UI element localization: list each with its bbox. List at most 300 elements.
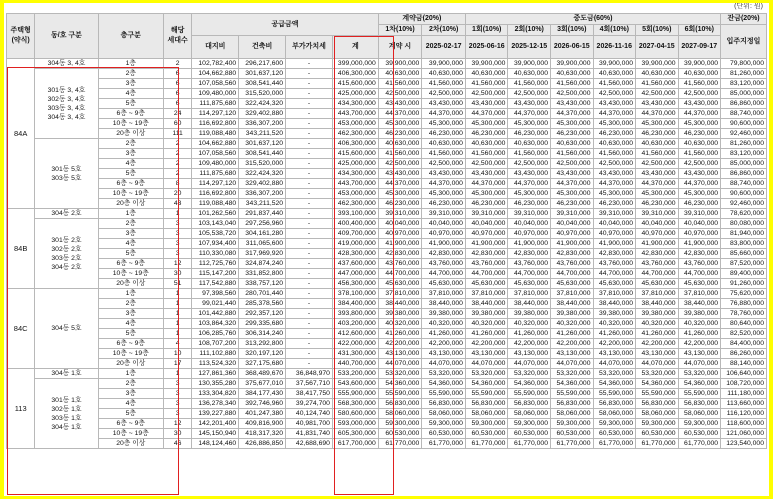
land-cost-cell: 114,297,120 xyxy=(192,179,239,189)
contract-1-cell: 54,360,000 xyxy=(378,379,422,389)
interim-6-cell: 40,630,000 xyxy=(678,69,721,79)
interim-4-cell: 43,430,000 xyxy=(593,169,636,179)
interim-6-cell: 43,130,000 xyxy=(678,349,721,359)
total-cell: 580,600,000 xyxy=(332,409,378,419)
vat-cell: - xyxy=(286,59,333,69)
balance-cell: 87,520,000 xyxy=(721,259,767,269)
interim-4-cell: 46,230,000 xyxy=(593,199,636,209)
interim-1-cell: 41,560,000 xyxy=(465,79,508,89)
interim-3-cell: 40,320,000 xyxy=(550,319,593,329)
floor-cell: 2층 xyxy=(98,139,163,149)
price-sheet xyxy=(4,3,769,496)
balance-cell: 82,520,000 xyxy=(721,329,767,339)
interim-6-cell: 58,060,000 xyxy=(678,409,721,419)
interim-1-cell: 37,810,000 xyxy=(465,289,508,299)
contract-2-cell: 37,810,000 xyxy=(422,289,466,299)
interim-3-cell: 46,230,000 xyxy=(550,199,593,209)
table-row xyxy=(7,289,767,299)
floor-cell: 5층 xyxy=(98,169,163,179)
interim-4-cell: 39,310,000 xyxy=(593,209,636,219)
construction-cost-cell: 315,520,000 xyxy=(239,89,286,99)
vat-cell: 37,567,710 xyxy=(286,379,333,389)
interim-4-cell: 53,320,000 xyxy=(593,369,636,379)
contract-2-cell: 40,970,000 xyxy=(422,229,466,239)
interim-5-cell: 42,830,000 xyxy=(636,249,679,259)
balance-cell: 116,120,000 xyxy=(721,409,767,419)
balance-cell: 123,540,000 xyxy=(721,439,767,449)
building-cell: 304동 1호 xyxy=(35,369,98,379)
table-row xyxy=(7,399,767,409)
vat-cell: - xyxy=(286,79,333,89)
balance-cell: 108,720,000 xyxy=(721,379,767,389)
land-cost-cell: 102,782,400 xyxy=(192,59,239,69)
contract-1-cell: 37,810,000 xyxy=(378,289,422,299)
land-cost-cell: 116,692,800 xyxy=(192,119,239,129)
interim-1-cell: 59,300,000 xyxy=(465,419,508,429)
floor-cell: 6층 ~ 9층 xyxy=(98,259,163,269)
interim-3-cell: 39,380,000 xyxy=(550,309,593,319)
interim-2-cell: 40,630,000 xyxy=(508,69,551,79)
units-cell: 1 xyxy=(163,209,191,219)
table-row xyxy=(7,129,767,139)
interim-2-cell: 40,970,000 xyxy=(508,229,551,239)
contract-2-cell: 44,700,000 xyxy=(422,269,466,279)
interim-5-cell: 40,040,000 xyxy=(636,219,679,229)
interim-5-cell: 39,900,000 xyxy=(636,59,679,69)
floor-cell: 20층 이상 xyxy=(98,359,163,369)
interim-5-cell: 43,430,000 xyxy=(636,99,679,109)
interim-6-cell: 54,360,000 xyxy=(678,379,721,389)
interim-5-cell: 41,560,000 xyxy=(636,79,679,89)
interim-6-cell: 40,320,000 xyxy=(678,319,721,329)
interim-2-cell: 42,500,000 xyxy=(508,89,551,99)
total-cell: 428,300,000 xyxy=(332,249,378,259)
balance-cell: 86,860,000 xyxy=(721,99,767,109)
land-cost-cell: 114,297,120 xyxy=(192,109,239,119)
interim-3-cell: 55,590,000 xyxy=(550,389,593,399)
interim-2-cell: 53,320,000 xyxy=(508,369,551,379)
construction-cost-cell: 322,424,320 xyxy=(239,99,286,109)
units-cell: 3 xyxy=(163,239,191,249)
interim-5-cell: 46,230,000 xyxy=(636,199,679,209)
contract-2-cell: 39,310,000 xyxy=(422,209,466,219)
contract-1-cell: 40,320,000 xyxy=(378,319,422,329)
table-row xyxy=(7,319,767,329)
interim-5-cell: 39,380,000 xyxy=(636,309,679,319)
units-cell: 3 xyxy=(163,399,191,409)
construction-cost-cell: 308,541,440 xyxy=(239,79,286,89)
balance-cell: 78,760,000 xyxy=(721,309,767,319)
balance-cell: 86,260,000 xyxy=(721,349,767,359)
header-contract: 계약금(20%) xyxy=(378,14,465,25)
interim-1-cell: 40,630,000 xyxy=(465,139,508,149)
interim-6-cell: 38,440,000 xyxy=(678,299,721,309)
vat-cell: - xyxy=(286,109,333,119)
floor-cell: 20층 이상 xyxy=(98,199,163,209)
balance-cell: 85,660,000 xyxy=(721,249,767,259)
floor-cell: 3층 xyxy=(98,79,163,89)
header-date-i4: 2026-11-16 xyxy=(593,36,636,59)
units-cell: 46 xyxy=(163,439,191,449)
interim-6-cell: 40,040,000 xyxy=(678,219,721,229)
interim-2-cell: 54,360,000 xyxy=(508,379,551,389)
vat-cell: - xyxy=(286,359,333,369)
interim-6-cell: 44,700,000 xyxy=(678,269,721,279)
construction-cost-cell: 299,335,680 xyxy=(239,319,286,329)
interim-6-cell: 40,970,000 xyxy=(678,229,721,239)
contract-2-cell: 60,530,000 xyxy=(422,429,466,439)
units-cell: 60 xyxy=(163,119,191,129)
table-row xyxy=(7,339,767,349)
interim-2-cell: 43,760,000 xyxy=(508,259,551,269)
units-cell: 43 xyxy=(163,199,191,209)
vat-cell: 38,417,750 xyxy=(286,389,333,399)
total-cell: 425,000,000 xyxy=(332,159,378,169)
vat-cell: - xyxy=(286,229,333,239)
floor-cell: 6층 ~ 9층 xyxy=(98,419,163,429)
units-cell: 10 xyxy=(163,349,191,359)
total-cell: 605,300,000 xyxy=(332,429,378,439)
units-cell: 51 xyxy=(163,279,191,289)
interim-2-cell: 55,590,000 xyxy=(508,389,551,399)
contract-2-cell: 43,130,000 xyxy=(422,349,466,359)
interim-5-cell: 41,560,000 xyxy=(636,149,679,159)
floor-cell: 3층 xyxy=(98,229,163,239)
contract-1-cell: 44,700,000 xyxy=(378,269,422,279)
land-cost-cell: 107,058,560 xyxy=(192,149,239,159)
land-cost-cell: 105,538,720 xyxy=(192,229,239,239)
interim-5-cell: 43,760,000 xyxy=(636,259,679,269)
vat-cell: 42,688,690 xyxy=(286,439,333,449)
interim-1-cell: 44,700,000 xyxy=(465,269,508,279)
balance-cell: 118,600,000 xyxy=(721,419,767,429)
header-interim-4: 4회(10%) xyxy=(593,25,636,36)
interim-6-cell: 39,310,000 xyxy=(678,209,721,219)
units-cell: 20 xyxy=(163,189,191,199)
table-row xyxy=(7,379,767,389)
interim-5-cell: 37,810,000 xyxy=(636,289,679,299)
interim-6-cell: 44,070,000 xyxy=(678,359,721,369)
contract-2-cell: 46,230,000 xyxy=(422,199,466,209)
floor-cell: 10층 ~ 19층 xyxy=(98,349,163,359)
contract-2-cell: 39,900,000 xyxy=(422,59,466,69)
land-cost-cell: 111,875,680 xyxy=(192,169,239,179)
contract-1-cell: 45,300,000 xyxy=(378,189,422,199)
vat-cell: - xyxy=(286,209,333,219)
interim-4-cell: 41,560,000 xyxy=(593,149,636,159)
construction-cost-cell: 292,357,120 xyxy=(239,309,286,319)
interim-1-cell: 45,630,000 xyxy=(465,279,508,289)
contract-2-cell: 43,430,000 xyxy=(422,99,466,109)
land-cost-cell: 108,707,200 xyxy=(192,339,239,349)
interim-3-cell: 37,810,000 xyxy=(550,289,593,299)
interim-2-cell: 45,300,000 xyxy=(508,189,551,199)
total-cell: 437,600,000 xyxy=(332,259,378,269)
contract-1-cell: 44,370,000 xyxy=(378,109,422,119)
interim-3-cell: 42,200,000 xyxy=(550,339,593,349)
contract-2-cell: 42,200,000 xyxy=(422,339,466,349)
interim-5-cell: 58,060,000 xyxy=(636,409,679,419)
floor-cell: 5층 xyxy=(98,249,163,259)
land-cost-cell: 101,442,880 xyxy=(192,309,239,319)
unit-type-cell: 84A xyxy=(7,59,35,209)
header-interim-5: 5회(10%) xyxy=(636,25,679,36)
header-contract-2: 2차(10%) xyxy=(422,25,466,36)
interim-3-cell: 44,700,000 xyxy=(550,269,593,279)
land-cost-cell: 101,262,560 xyxy=(192,209,239,219)
interim-3-cell: 44,070,000 xyxy=(550,359,593,369)
land-cost-cell: 116,692,800 xyxy=(192,189,239,199)
interim-1-cell: 44,370,000 xyxy=(465,179,508,189)
vat-cell: - xyxy=(286,219,333,229)
units-cell: 1 xyxy=(163,319,191,329)
table-row xyxy=(7,269,767,279)
interim-5-cell: 55,590,000 xyxy=(636,389,679,399)
interim-1-cell: 45,300,000 xyxy=(465,119,508,129)
units-cell: 6 xyxy=(163,89,191,99)
land-cost-cell: 127,861,360 xyxy=(192,369,239,379)
interim-4-cell: 44,370,000 xyxy=(593,179,636,189)
interim-1-cell: 43,430,000 xyxy=(465,169,508,179)
building-cell: 301동 1호 302동 1호 303동 1호 304동 1호 xyxy=(35,379,98,449)
land-cost-cell: 104,662,880 xyxy=(192,69,239,79)
balance-cell: 80,080,000 xyxy=(721,219,767,229)
table-row xyxy=(7,209,767,219)
interim-4-cell: 40,970,000 xyxy=(593,229,636,239)
header-floor: 층구분 xyxy=(98,14,163,59)
interim-3-cell: 41,560,000 xyxy=(550,149,593,159)
interim-2-cell: 45,300,000 xyxy=(508,119,551,129)
construction-cost-cell: 306,314,240 xyxy=(239,329,286,339)
vat-cell: 40,124,740 xyxy=(286,409,333,419)
balance-cell: 83,120,000 xyxy=(721,79,767,89)
interim-2-cell: 43,430,000 xyxy=(508,169,551,179)
balance-cell: 75,620,000 xyxy=(721,289,767,299)
vat-cell: - xyxy=(286,299,333,309)
construction-cost-cell: 384,177,430 xyxy=(239,389,286,399)
total-cell: 393,800,000 xyxy=(332,309,378,319)
total-cell: 462,300,000 xyxy=(332,129,378,139)
interim-4-cell: 43,430,000 xyxy=(593,99,636,109)
interim-6-cell: 60,530,000 xyxy=(678,429,721,439)
interim-3-cell: 43,430,000 xyxy=(550,99,593,109)
interim-6-cell: 46,230,000 xyxy=(678,199,721,209)
interim-4-cell: 42,500,000 xyxy=(593,89,636,99)
interim-3-cell: 45,300,000 xyxy=(550,119,593,129)
interim-5-cell: 44,370,000 xyxy=(636,109,679,119)
balance-cell: 85,000,000 xyxy=(721,159,767,169)
total-cell: 434,300,000 xyxy=(332,99,378,109)
contract-1-cell: 43,760,000 xyxy=(378,259,422,269)
floor-cell: 3층 xyxy=(98,149,163,159)
total-cell: 415,600,000 xyxy=(332,149,378,159)
interim-2-cell: 46,230,000 xyxy=(508,199,551,209)
vat-cell: - xyxy=(286,329,333,339)
price-table-body xyxy=(7,59,767,449)
header-date-i5: 2027-04-15 xyxy=(636,36,679,59)
construction-cost-cell: 336,307,200 xyxy=(239,189,286,199)
contract-2-cell: 46,230,000 xyxy=(422,129,466,139)
interim-5-cell: 44,700,000 xyxy=(636,269,679,279)
contract-1-cell: 41,560,000 xyxy=(378,149,422,159)
interim-1-cell: 39,900,000 xyxy=(465,59,508,69)
interim-6-cell: 37,810,000 xyxy=(678,289,721,299)
construction-cost-cell: 327,175,680 xyxy=(239,359,286,369)
top-note: (단위: 원) xyxy=(734,3,763,10)
balance-cell: 89,400,000 xyxy=(721,269,767,279)
land-cost-cell: 148,124,460 xyxy=(192,439,239,449)
total-cell: 399,000,000 xyxy=(332,59,378,69)
interim-3-cell: 40,630,000 xyxy=(550,139,593,149)
balance-cell: 84,400,000 xyxy=(721,339,767,349)
construction-cost-cell: 338,757,120 xyxy=(239,279,286,289)
interim-2-cell: 58,060,000 xyxy=(508,409,551,419)
contract-2-cell: 45,300,000 xyxy=(422,189,466,199)
interim-1-cell: 42,500,000 xyxy=(465,159,508,169)
interim-4-cell: 44,700,000 xyxy=(593,269,636,279)
interim-5-cell: 60,530,000 xyxy=(636,429,679,439)
contract-2-cell: 43,430,000 xyxy=(422,169,466,179)
table-row xyxy=(7,89,767,99)
construction-cost-cell: 301,637,120 xyxy=(239,139,286,149)
header-interim: 중도금(60%) xyxy=(465,14,720,25)
land-cost-cell: 142,201,400 xyxy=(192,419,239,429)
total-cell: 393,100,000 xyxy=(332,209,378,219)
construction-cost-cell: 331,852,800 xyxy=(239,269,286,279)
units-cell: 12 xyxy=(163,419,191,429)
construction-cost-cell: 426,886,850 xyxy=(239,439,286,449)
interim-2-cell: 42,200,000 xyxy=(508,339,551,349)
total-cell: 443,700,000 xyxy=(332,109,378,119)
vat-cell: - xyxy=(286,349,333,359)
construction-cost-cell: 308,541,440 xyxy=(239,149,286,159)
land-cost-cell: 145,150,940 xyxy=(192,429,239,439)
interim-4-cell: 37,810,000 xyxy=(593,289,636,299)
total-cell: 415,600,000 xyxy=(332,79,378,89)
vat-cell: - xyxy=(286,199,333,209)
interim-1-cell: 39,380,000 xyxy=(465,309,508,319)
interim-2-cell: 41,560,000 xyxy=(508,79,551,89)
floor-cell: 1층 xyxy=(98,289,163,299)
vat-cell: - xyxy=(286,179,333,189)
contract-1-cell: 40,970,000 xyxy=(378,229,422,239)
construction-cost-cell: 311,065,600 xyxy=(239,239,286,249)
interim-4-cell: 58,060,000 xyxy=(593,409,636,419)
interim-6-cell: 56,830,000 xyxy=(678,399,721,409)
interim-2-cell: 38,440,000 xyxy=(508,299,551,309)
table-row xyxy=(7,389,767,399)
construction-cost-cell: 329,402,880 xyxy=(239,109,286,119)
contract-1-cell: 42,500,000 xyxy=(378,159,422,169)
interim-1-cell: 45,300,000 xyxy=(465,189,508,199)
units-cell: 1 xyxy=(163,369,191,379)
interim-6-cell: 44,370,000 xyxy=(678,109,721,119)
interim-4-cell: 42,500,000 xyxy=(593,159,636,169)
land-cost-cell: 104,662,880 xyxy=(192,139,239,149)
interim-1-cell: 40,630,000 xyxy=(465,69,508,79)
interim-4-cell: 45,630,000 xyxy=(593,279,636,289)
total-cell: 543,600,000 xyxy=(332,379,378,389)
units-cell: 2 xyxy=(163,59,191,69)
interim-4-cell: 41,560,000 xyxy=(593,79,636,89)
interim-1-cell: 38,440,000 xyxy=(465,299,508,309)
interim-1-cell: 43,760,000 xyxy=(465,259,508,269)
table-row xyxy=(7,119,767,129)
interim-3-cell: 38,440,000 xyxy=(550,299,593,309)
total-cell: 412,600,000 xyxy=(332,329,378,339)
header-land: 대지비 xyxy=(192,36,239,59)
total-cell: 593,000,000 xyxy=(332,419,378,429)
interim-1-cell: 43,430,000 xyxy=(465,99,508,109)
interim-2-cell: 59,300,000 xyxy=(508,419,551,429)
interim-2-cell: 44,070,000 xyxy=(508,359,551,369)
table-row xyxy=(7,239,767,249)
header-type: 주택형 (약식) xyxy=(7,14,35,59)
total-cell: 440,700,000 xyxy=(332,359,378,369)
contract-1-cell: 40,040,000 xyxy=(378,219,422,229)
contract-1-cell: 44,370,000 xyxy=(378,179,422,189)
construction-cost-cell: 297,256,960 xyxy=(239,219,286,229)
unit-type-cell: 84C xyxy=(7,289,35,369)
floor-cell: 1층 xyxy=(98,369,163,379)
construction-cost-cell: 304,161,280 xyxy=(239,229,286,239)
land-cost-cell: 106,285,760 xyxy=(192,329,239,339)
vat-cell: - xyxy=(286,189,333,199)
interim-6-cell: 45,300,000 xyxy=(678,189,721,199)
construction-cost-cell: 291,837,440 xyxy=(239,209,286,219)
interim-1-cell: 41,260,000 xyxy=(465,329,508,339)
table-row xyxy=(7,159,767,169)
contract-1-cell: 41,900,000 xyxy=(378,239,422,249)
contract-2-cell: 41,900,000 xyxy=(422,239,466,249)
interim-2-cell: 39,310,000 xyxy=(508,209,551,219)
vat-cell: - xyxy=(286,249,333,259)
contract-1-cell: 39,310,000 xyxy=(378,209,422,219)
total-cell: 409,700,000 xyxy=(332,229,378,239)
interim-3-cell: 40,040,000 xyxy=(550,219,593,229)
contract-2-cell: 43,760,000 xyxy=(422,259,466,269)
units-cell: 6 xyxy=(163,69,191,79)
land-cost-cell: 109,480,000 xyxy=(192,89,239,99)
interim-2-cell: 56,830,000 xyxy=(508,399,551,409)
construction-cost-cell: 329,402,880 xyxy=(239,179,286,189)
interim-3-cell: 41,260,000 xyxy=(550,329,593,339)
contract-2-cell: 58,060,000 xyxy=(422,409,466,419)
interim-2-cell: 43,430,000 xyxy=(508,99,551,109)
construction-cost-cell: 418,317,320 xyxy=(239,429,286,439)
header-date-c1: 계약 시 xyxy=(378,36,422,59)
header-building: 동/호 구분 xyxy=(35,14,98,59)
interim-4-cell: 41,900,000 xyxy=(593,239,636,249)
interim-3-cell: 60,530,000 xyxy=(550,429,593,439)
units-cell: 3 xyxy=(163,409,191,419)
contract-2-cell: 39,380,000 xyxy=(422,309,466,319)
vat-cell: - xyxy=(286,99,333,109)
total-cell: 425,000,000 xyxy=(332,89,378,99)
balance-cell: 90,600,000 xyxy=(721,119,767,129)
balance-cell: 111,180,000 xyxy=(721,389,767,399)
interim-1-cell: 55,590,000 xyxy=(465,389,508,399)
construction-cost-cell: 285,378,560 xyxy=(239,299,286,309)
interim-3-cell: 58,060,000 xyxy=(550,409,593,419)
table-row xyxy=(7,309,767,319)
vat-cell: 40,981,700 xyxy=(286,419,333,429)
table-row xyxy=(7,329,767,339)
table-row xyxy=(7,369,767,379)
header-interim-3: 3회(10%) xyxy=(550,25,593,36)
interim-4-cell: 59,300,000 xyxy=(593,419,636,429)
balance-cell: 81,260,000 xyxy=(721,139,767,149)
